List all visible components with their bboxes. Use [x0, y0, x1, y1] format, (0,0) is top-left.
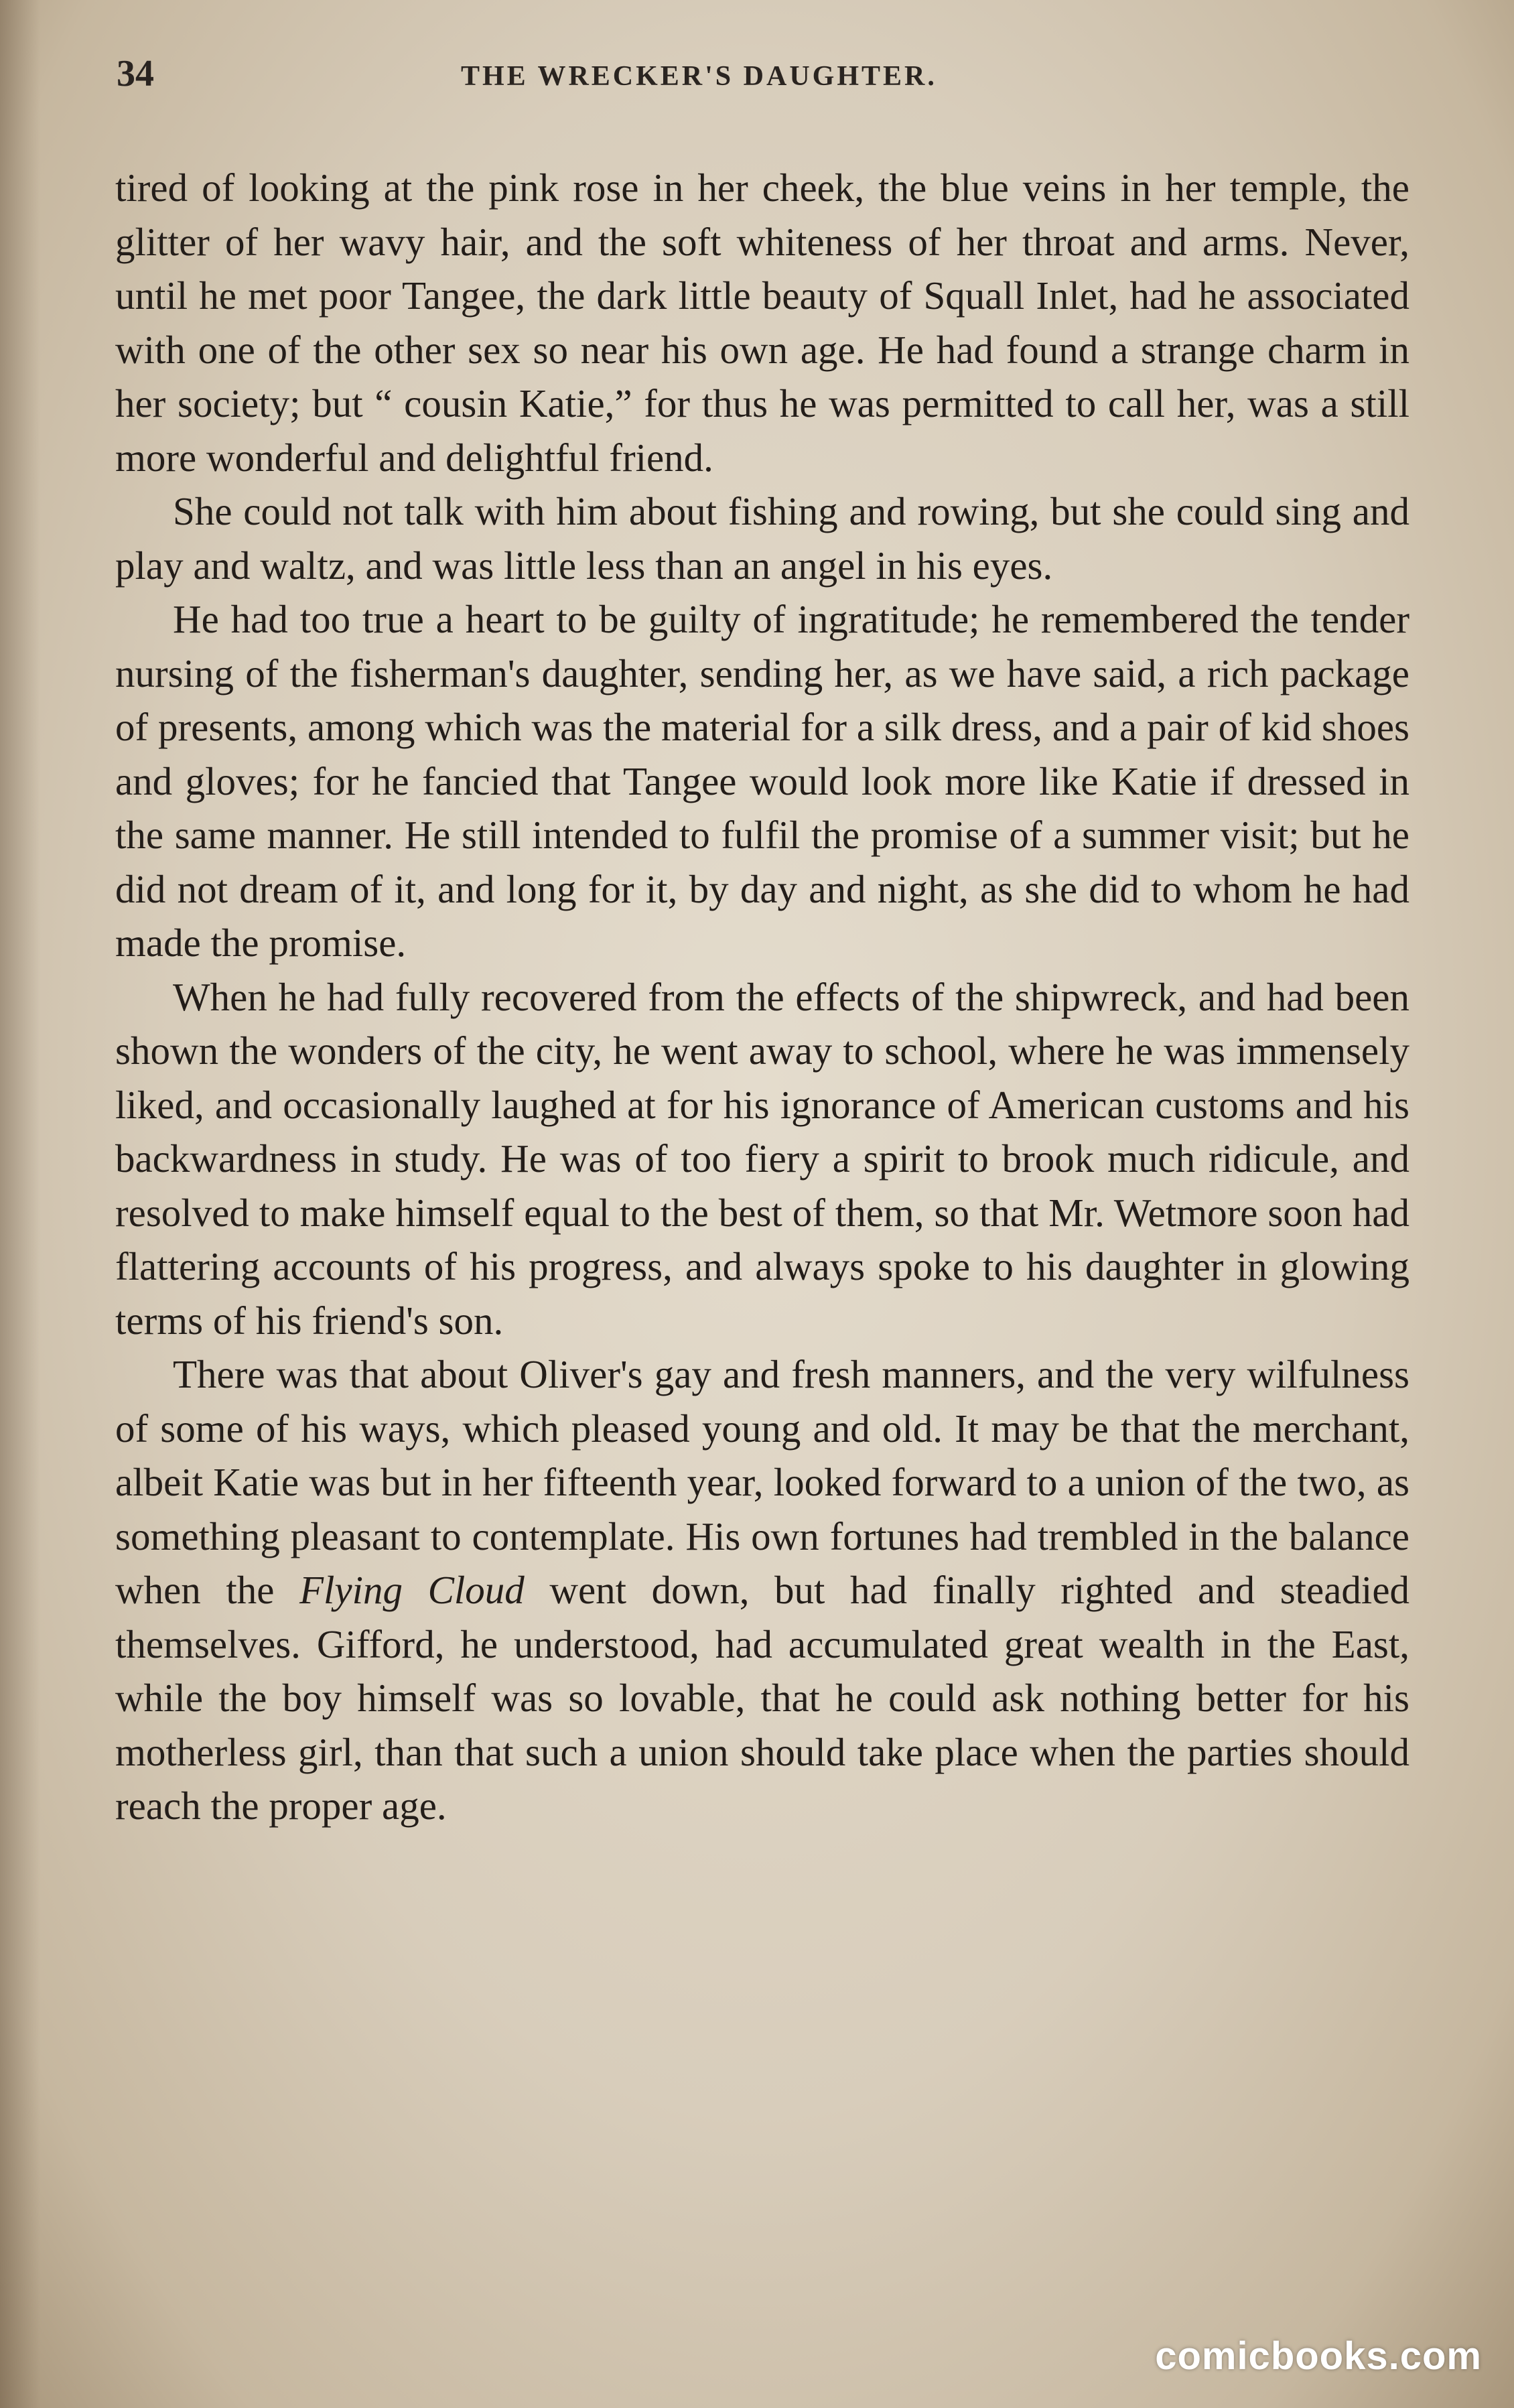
paragraph-4: When he had fully recovered from the effects of the shipwreck, and had been shown the wonders of the city, he went away to school, where he was immensely liked, and occasionally laughed at for his ignorance of American customs and his backwardness in study. He was of too fiery a spirit to brook much ridicule, and resolved to make himself equal to the best of them, so that Mr. Wetmore soon had flattering accounts of his progress, and always spoke to his daughter in glowing terms of his friend's son.: [115, 974, 1409, 1343]
ship-name: Flying Cloud: [299, 1568, 525, 1612]
page-number: 34: [117, 53, 154, 94]
paragraph-5-text-b: went down, but had finally righted and steadied themselves. Gifford, he understood, had accumulated great wealth in the East, while the boy himself was so lovable, that he could ask nothing better for his motherless girl, than that such a union should take place when the parties should reach the proper age.: [115, 1568, 1410, 1828]
paragraph-1: tired of looking at the pink rose in her cheek, the blue veins in her temple, the glitter of her wavy hair, and the soft whiteness of her throat and arms. Never, until he met poor Tangee, the dark little beauty of Squall Inlet, had he associated with one of the other sex so near his own age. He had found a strange charm in her society; but “ cousin Katie,” for thus he was permitted to call her, was a still more wonderful and delightful friend.: [115, 165, 1409, 480]
running-head: THE WRECKER'S DAUGHTER.: [461, 61, 937, 92]
paragraph-5-text-a: There was that about Oliver's gay and fresh manners, and the very wilfulness of some of his ways, which pleased young and old. It may be that the merchant, albeit Katie was but in her fifteenth year, looked forward to a union of the two, as something pleasant to contemplate. His own fortunes had trembled in the balance when the: [115, 1352, 1409, 1612]
watermark: comicbooks.com: [1155, 2334, 1482, 2378]
paragraph-3: He had too true a heart to be guilty of ingratitude; he remembered the tender nursing of the fisherman's daughter, sending her, as we have said, a rich package of presents, among which was the material for a silk dress, and a pair of kid shoes and gloves; for he fancied that Tangee would look more like Katie if dressed in the same manner. He still intended to fulfil the promise of a summer visit; but he did not dream of it, and long for it, by day and night, as she did to whom he had made the promise.: [115, 597, 1409, 965]
paragraph-5: [115, 1347, 1409, 1833]
body-text: [115, 161, 1409, 1833]
page-edge-shadow: [0, 0, 40, 2408]
page-header: [113, 52, 1412, 113]
paragraph-2: She could not talk with him about fishing and rowing, but she could sing and play and waltz, and was little less than an angel in his eyes.: [115, 489, 1409, 588]
